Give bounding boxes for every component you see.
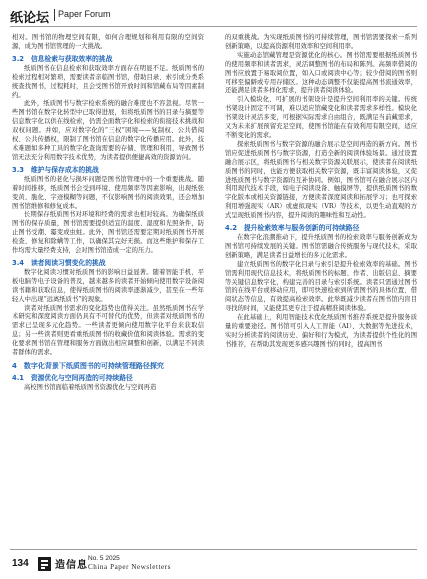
body-paragraph: 相对。图书馆的物理空间有限，如何合理规划和利用有限的空间资源，成为图书馆管理的一大挑战。 bbox=[12, 34, 204, 50]
journal-section-title: 纸论坛 bbox=[10, 11, 50, 26]
header-rule bbox=[10, 26, 417, 27]
body-paragraph: 在数字化浪潮推动下，提升纸质图书的检索效率与服务创新成为图书馆可持续发展的关键。图书馆需融合传统服务与现代技术，采取创新策略，满足读者日益增长的多元化需求。 bbox=[225, 234, 417, 259]
page-number: 134 bbox=[12, 558, 29, 569]
publication-name-en: China Paper Newsletters bbox=[88, 563, 172, 571]
body-paragraph: 长期保存纸质图书对环境和经费的需求也相对较高。为确保纸质图书的保存质量，图书馆需要提供适宜的温度、湿度和光照条件，防止图书受潮、霉变或虫蛀。此外，图书馆还需要定期对纸质图书开展检查、修复和除螨等工作，以确保其完好无损。而这些维护和保存工作均需大量经费支持，会对图书馆造成一定的压力。 bbox=[12, 211, 204, 255]
section-heading: 4.1 资源优化与空间再造的可持续路径 bbox=[12, 374, 133, 382]
page-header bbox=[0, 0, 427, 28]
body-paragraph: 建立纸质图书的数字化目录与索引是提升检索效率的基础。图书馆需利用现代信息技术，将纸质图书的标题、作者、出版信息、摘要等关键信息数字化，构建完善的目录与索引系统。读者只需通过图书馆的在线平台或移动应用，即可快速检索到所需图书的具体位置、借阅状态等信息，有效提高检索效率。此举既减少读者在图书馆内盲目寻找的时间，又能使其更专注于提高精准阅读体验。 bbox=[225, 260, 417, 313]
body-paragraph: 探索纸质图书与数字资源的融合展示是空间再造的新方向。图书馆应促进纸质图书与数字资源，打造全新的阅读体验场景。通过设置融合展示区，将纸质图书与相关数字资源关联展示，使读者在阅读纸质图书的同时，也能方便获取相关数字资源，既丰富阅读体验，又促进纸质图书与数字资源的互补协同。例如，图书馆可在融合展示区内利用现代技术手段，如电子阅读设备、触摸屏等，提供纸质图书的数字化版本或相关资源链接，方便读者深度阅读和拓展学习；也可探索利用增强现实（AR）或虚拟现实（VR）等技术，以更生动直观的方式呈现纸质图书内容，提升阅读的趣味性和互动性。 bbox=[225, 140, 417, 220]
body-paragraph: 此外，纸质图书与数字检索系统的融合难度也不容忽视。尽管一些图书馆在数字化转型中已取得进展，但将纸质图书的目录与摘要等信息数字化以供在线检索，仍需全面数字化和检索的衔接技术挑战和双权问题。并如，应对数字化的“三权”困境——复制权、公共借阅权、公共传播权，限制了图书馆在信息的数字化传播应用。此外，技术难题如多种工具的数字化查询需要的存储、管理和利用，导致图书馆无法充分利用数字技术优势，为读者提供便捷高效的资源访问。 bbox=[12, 100, 204, 161]
section-heading: 3.3 维护与保存成本的挑战 bbox=[12, 165, 99, 174]
body-paragraph: 的双重挑战。为实现纸质图书的可持续管理，图书馆需要探索一系列创新策略，以提高资源利用效率和空间利用率。 bbox=[225, 34, 417, 50]
publication-name-cn: 造信息 bbox=[55, 560, 88, 571]
body-paragraph: 高校图书馆面临着纸质图书资源优化与空间再造 bbox=[24, 384, 157, 391]
body-paragraph: 引入模块化、可扩展的书架设计是提升空间利用率的关键。传统书架设计固定不可调，难以适应馆藏变化和读者需求多样性。模块化书架设计灵活多变，可根据实际需求自由组合，既满足当前藏需求，又为未来扩展预留充足空间，使图书馆能在有效利用有限空间，适应不断变化的需求。 bbox=[225, 96, 417, 139]
chapter-heading: 4 数字化背景下纸质图书的可持续管理路径探究 bbox=[12, 362, 164, 370]
issue-label: No. 5 2025 bbox=[88, 555, 120, 562]
right-column bbox=[225, 34, 417, 350]
section-heading: 4.2 提升检索效率与服务创新的可持续路径 bbox=[225, 224, 360, 233]
body-paragraph: 读者对纸质图书需求的变化趋势也值得关注。虽然纸质图书在学术研究和深度阅读方面仍具有不可替代的优势，但读者对纸质图书的需求已呈现多元化趋势。一些读者更倾向使用数字化平台来获取信息；另一些读者则更看重纸质图书的收藏价值和阅读体验。需求的变化要求图书馆在管理和服务方面做出相应调整和创新，以满足不同读者群体的需求。 bbox=[12, 304, 204, 357]
body-paragraph: 纸质图书的老化与损坏问题是图书馆管理中的一个重要挑战。随着时间推移，纸质图书会受到环境、使用频率等因素影响，出现纸张变黄、脆化、字迹模糊等问题，不仅影响图书的阅读效果，还会增加图书馆维修和修复成本。 bbox=[12, 175, 204, 210]
page-footer bbox=[0, 549, 427, 579]
body-paragraph: 数字化阅读习惯对纸质图书的影响日益显著。随着智能手机、平板电脑等电子设备的普及，越来越多的读者开始倾向使用数字设备阅读书籍和获取信息，使得纸质图书的阅读率逐渐减少，甚至在一些年轻人中出现“远离纸质书”的现象。 bbox=[12, 268, 204, 303]
publication-logo-icon bbox=[38, 556, 51, 570]
body-paragraph: 纸质图书在信息检索和获取效率方面存在明显不足。纸质图书的检索过程相对繁琐，需要读者亲临图书馆，借助目录、索引或分类系统查找图书，过程耗时，且会受图书馆开放时间和馆藏布局等因素制约。 bbox=[12, 64, 204, 99]
footer-rule bbox=[10, 549, 417, 550]
body-paragraph: 实施动态馆藏管理是资源优化的核心。图书馆需要根据纸质图书的使用频率和读者需求，灵活调整图书的布局和陈列。高频率借阅的图书应放置于易取阅位置，如入口或阅读中心等；较少借阅的图书则可移至偏僻或专用存储区。这种动态调整不仅能提高图书流通效率，还能满足读者多样化需求，提升读者阅读体验。 bbox=[225, 51, 417, 95]
header-divider bbox=[54, 9, 55, 21]
body-paragraph: 在此基础上，利用智能技术优化纸质图书推荐系统是提升服务质量的重要途径。图书馆可引入人工智能（AI）、大数据等先进技术，实时分析读者的阅读历史、偏好和行为模式，为读者提供个性化的图书推荐，在帮助其发现更多感兴趣图书的同时，提高图书 bbox=[225, 314, 417, 348]
section-heading: 3.4 读者阅读习惯变化的挑战 bbox=[12, 258, 106, 267]
journal-section-subtitle: Paper Forum bbox=[58, 9, 111, 19]
section-heading: 3.2 信息检索与获取效率的挑战 bbox=[12, 54, 113, 63]
left-column bbox=[12, 34, 204, 393]
